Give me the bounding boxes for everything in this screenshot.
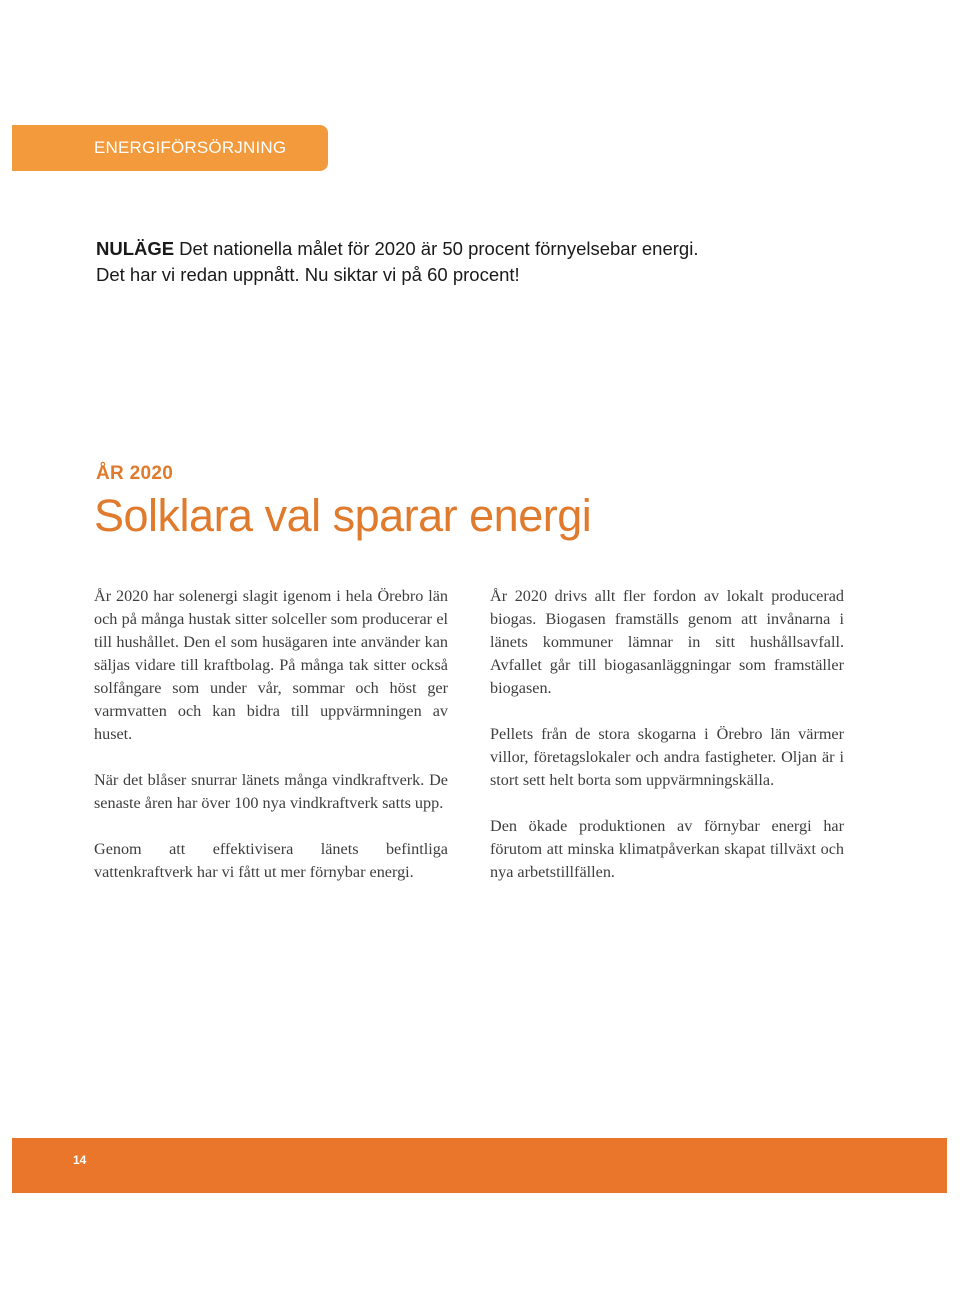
paragraph: Pellets från de stora skogarna i Örebro län värmer villor, företagslokaler och andra fastigheter. Oljan är i stort sett helt borta som uppvärmningskälla. xyxy=(490,725,844,789)
article-headline: Solklara val sparar energi xyxy=(94,490,592,541)
paragraph: Den ökade produktionen av förnybar energi har förutom att minska klimatpåverkan skapat tillväxt och nya arbetstillfällen. xyxy=(490,817,844,881)
paragraph: År 2020 drivs allt fler fordon av lokalt producerad biogas. Biogasen framställs genom att invånarna i länets kommuner lämnar in sitt hushållsavfall. Avfallet går till biogasanläggningar som framställer biogasen. xyxy=(490,587,844,697)
intro-text-1: Det nationella målet för 2020 är 50 procent förnyelsebar energi. xyxy=(179,238,699,259)
intro-lead: NULÄGE xyxy=(96,238,175,259)
right-column xyxy=(490,585,844,907)
paragraph: Genom att effektivisera länets befintliga vattenkraftverk har vi fått ut mer förnybar energi. xyxy=(94,840,448,881)
page-number: 14 xyxy=(73,1153,87,1167)
paragraph: När det blåser snurrar länets många vindkraftverk. De senaste åren har över 100 nya vindkraftverk satts upp. xyxy=(94,771,448,812)
intro-line-1 xyxy=(96,236,796,262)
footer-bar xyxy=(12,1138,947,1193)
year-label: ÅR 2020 xyxy=(96,463,174,484)
intro-line-2: Det har vi redan uppnått. Nu siktar vi på 60 procent! xyxy=(96,264,520,285)
section-tab xyxy=(12,125,328,171)
left-column xyxy=(94,585,448,907)
intro-block xyxy=(96,236,796,288)
paragraph: År 2020 har solenergi slagit igenom i hela Örebro län och på många hustak sitter solceller som producerar el till hushållet. Den el som husägaren inte använder kan säljas vidare till kraftbolag. På många tak sitter också solfångare som under vår, sommar och höst ger varmvatten och kan bidra till uppvärmningen av huset. xyxy=(94,587,448,743)
section-label: ENERGIFÖRSÖRJNING xyxy=(94,138,287,157)
